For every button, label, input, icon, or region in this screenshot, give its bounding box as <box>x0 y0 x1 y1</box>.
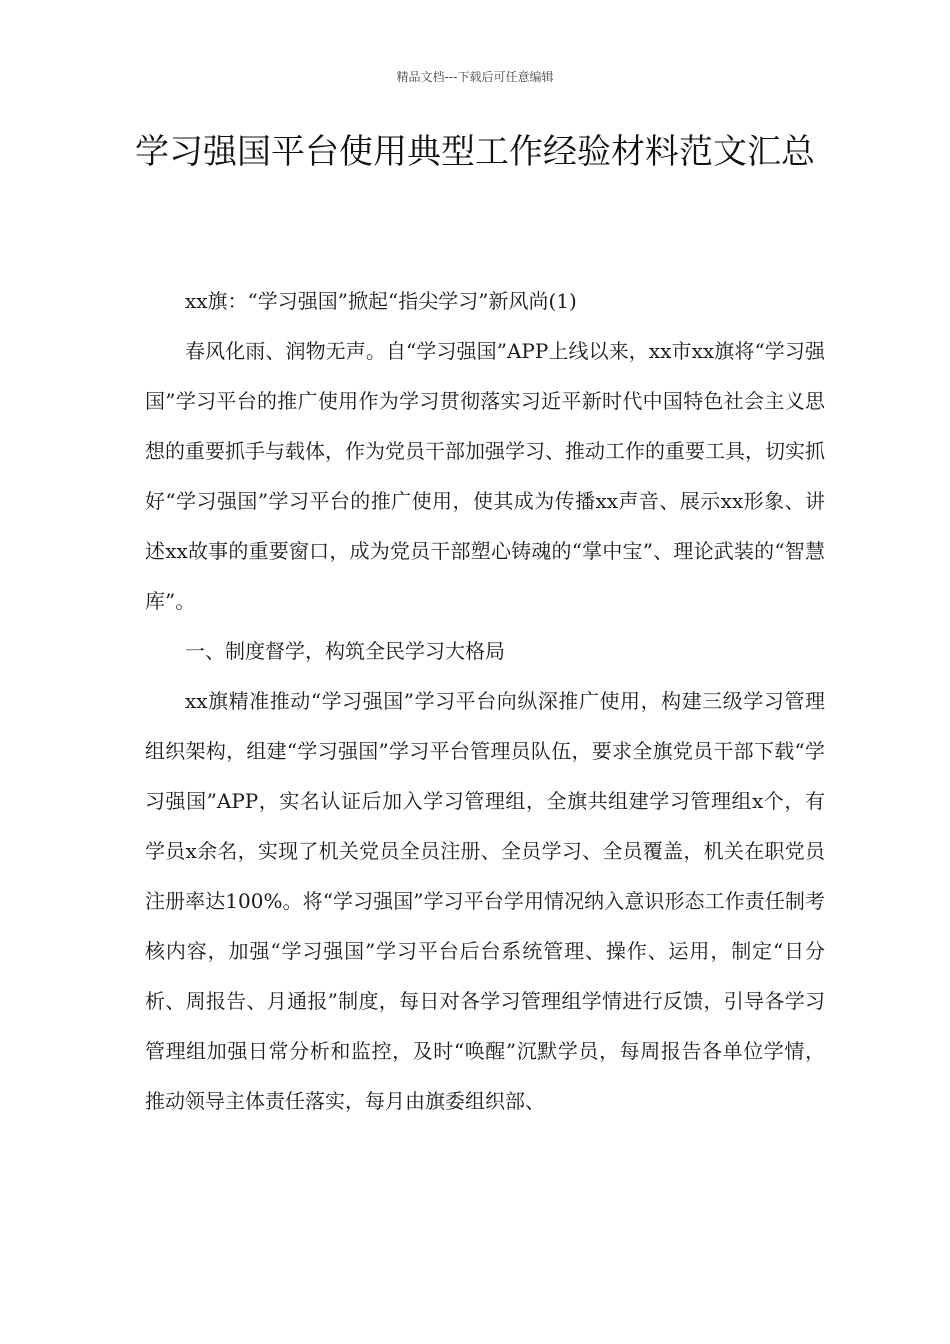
document-title: 学习强国平台使用典型工作经验材料范文汇总 <box>135 132 815 172</box>
document-body <box>145 276 825 1126</box>
paragraph-subtitle: xx旗：“学习强国”掀起“指尖学习”新风尚(1) <box>185 289 577 313</box>
paragraph-section-body: xx旗精准推动“学习强国”学习平台向纵深推广使用，构建三级学习管理组织架构，组建“学习强国”学习平台管理员队伍，要求全旗党员干部下载“学习强国”APP，实名认证后加入学习管理组，全旗共组建学习管理组x个，有学员x余名，实现了机关党员全员注册、全员学习、全员覆盖，机关在职党员注册率达100%。将“学习强国”学习平台学用情况纳入意识形态工作责任制考核内容，加强“学习强国”学习平台后台系统管理、操作、运用，制定“日分析、周报告、月通报”制度，每日对各学习管理组学情进行反馈，引导各学习管理组加强日常分析和监控，及时“唤醒”沉默学员，每周报告各单位学情，推动领导主体责任落实，每月由旗委组织部、 <box>145 689 825 1113</box>
header-note: 精品文档---下载后可任意编辑 <box>396 70 554 84</box>
paragraph-section-heading: 一、制度督学，构筑全民学习大格局 <box>185 639 505 663</box>
paragraph-intro: 春风化雨、润物无声。自“学习强国”APP上线以来，xx市xx旗将“学习强国”学习平台的推广使用作为学习贯彻落实习近平新时代中国特色社会主义思想的重要抓手与载体，作为党员干部加强学习、推动工作的重要工具，切实抓好“学习强国”学习平台的推广使用，使其成为传播xx声音、展示xx形象、讲述xx故事的重要窗口，成为党员干部塑心铸魂的“掌中宝”、理论武装的“智慧库”。 <box>145 339 825 613</box>
